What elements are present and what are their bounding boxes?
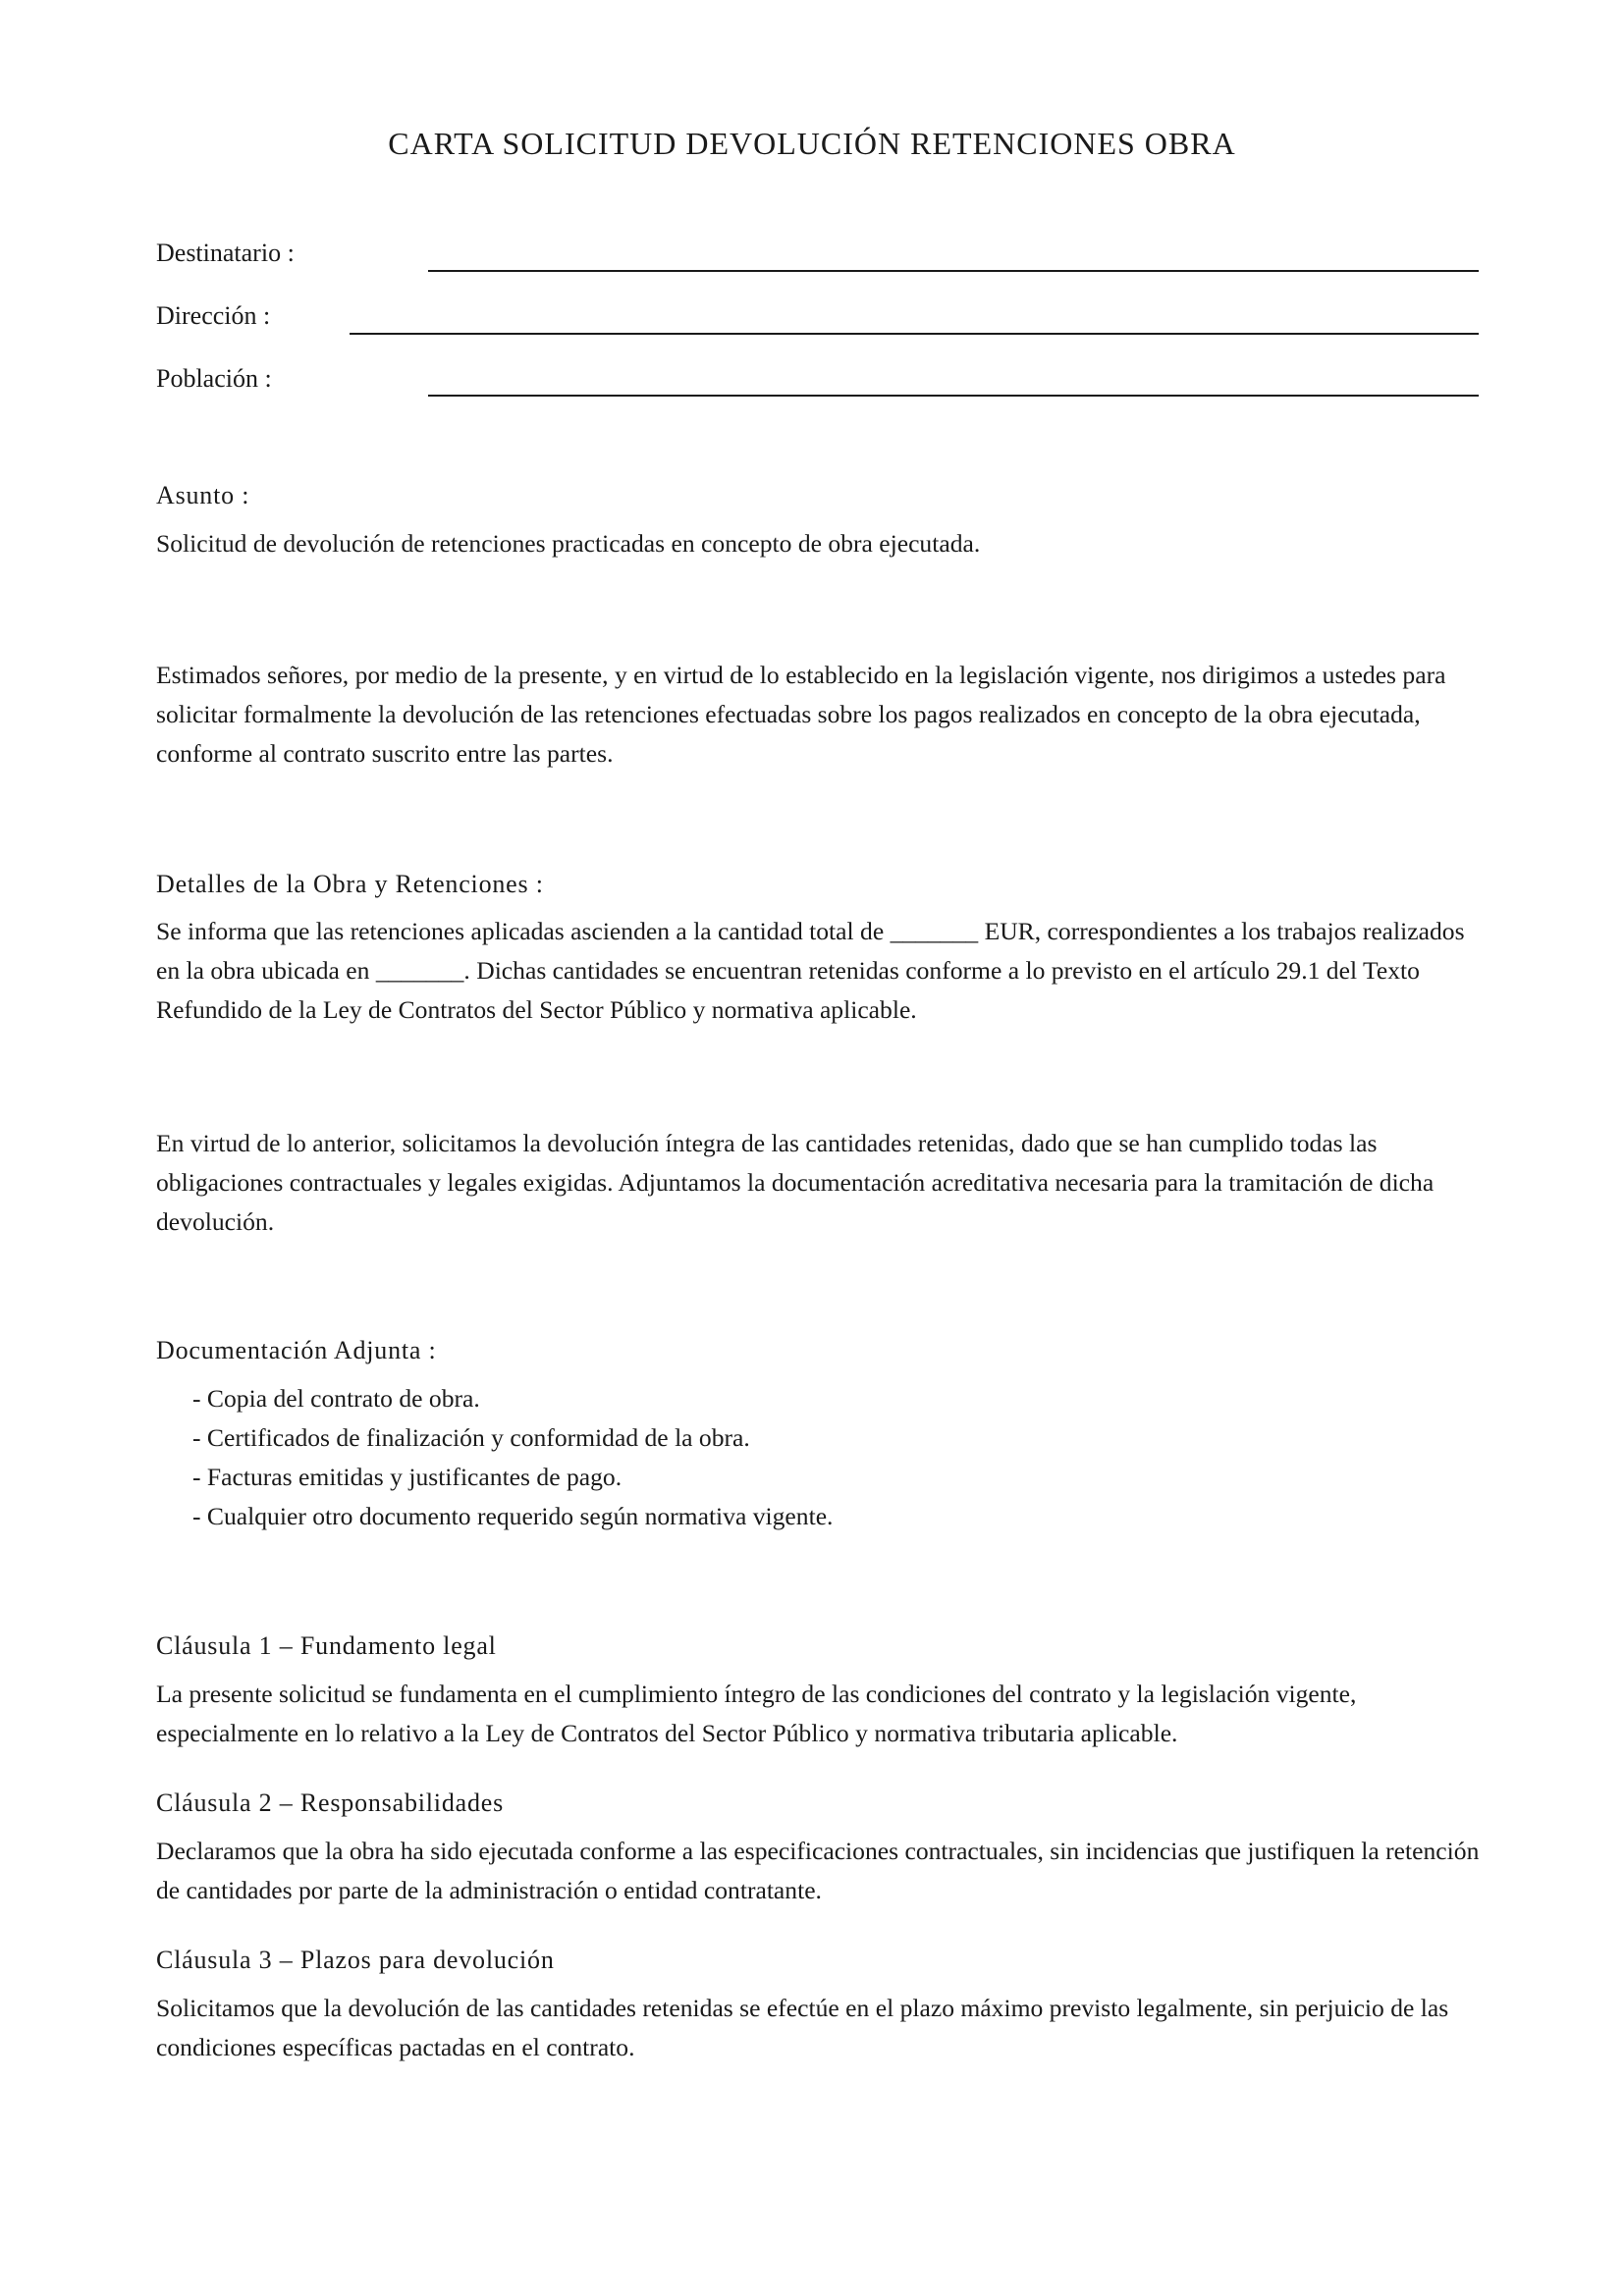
list-item: - Facturas emitidas y justificantes de pago. bbox=[192, 1463, 623, 1491]
asunto-text: Solicitud de devolución de retenciones practicadas en concepto de obra ejecutada. bbox=[156, 529, 981, 558]
field-line-direccion[interactable] bbox=[350, 333, 1479, 335]
field-label-destinatario: Destinatario : bbox=[156, 239, 295, 267]
clausula-3-heading: Cláusula 3 – Plazos para devolución bbox=[156, 1946, 555, 1974]
field-line-destinatario[interactable] bbox=[428, 270, 1479, 272]
intro-paragraph: Estimados señores, por medio de la presente, y en virtud de lo establecido en la legislación vigente, nos dirigimos a ustedes para solicitar formalmente la devolución de las retenciones efectuadas sobre los pagos realizados en concepto de la obra ejecutada, conforme al contrato suscrito entre las partes. bbox=[156, 661, 1446, 768]
asunto-heading: Asunto : bbox=[156, 481, 250, 509]
field-label-poblacion: Población : bbox=[156, 364, 272, 393]
solicitud-paragraph: En virtud de lo anterior, solicitamos la devolución íntegra de las cantidades retenidas, dado que se han cumplido todas las obligaciones contractuales y legales exigidas. Adjuntamos la documentación acreditativa necesaria para la tramitación de dicha devolución. bbox=[156, 1129, 1435, 1236]
list-item: - Certificados de finalización y conformidad de la obra. bbox=[192, 1423, 750, 1452]
detalles-paragraph: Se informa que las retenciones aplicadas ascienden a la cantidad total de _______ EUR, correspondientes a los trabajos realizados en la obra ubicada en _______. Dichas cantidades se encuentran retenidas conforme a lo previsto en el artículo 29.1 del Texto Refundido de la Ley de Contratos del Sector Público y normativa aplicable. bbox=[156, 917, 1465, 1024]
field-line-poblacion[interactable] bbox=[428, 395, 1479, 397]
list-item: - Cualquier otro documento requerido según normativa vigente. bbox=[192, 1502, 834, 1530]
documentacion-list bbox=[192, 1379, 833, 1536]
clausula-2-heading: Cláusula 2 – Responsabilidades bbox=[156, 1789, 505, 1817]
list-item: - Copia del contrato de obra. bbox=[192, 1384, 480, 1413]
detalles-heading: Detalles de la Obra y Retenciones : bbox=[156, 870, 544, 898]
clausula-3-text: Solicitamos que la devolución de las cantidades retenidas se efectúe en el plazo máximo previsto legalmente, sin perjuicio de las condiciones específicas pactadas en el contrato. bbox=[156, 1994, 1449, 2061]
document-title: CARTA SOLICITUD DEVOLUCIÓN RETENCIONES OBRA bbox=[388, 126, 1236, 161]
clausula-1-text: La presente solicitud se fundamenta en el cumplimiento íntegro de las condiciones del contrato y la legislación vigente, especialmente en lo relativo a la Ley de Contratos del Sector Público y normativa tributaria aplicable. bbox=[156, 1680, 1357, 1747]
clausula-2-text: Declaramos que la obra ha sido ejecutada conforme a las especificaciones contractuales, sin incidencias que justifiquen la retención de cantidades por parte de la administración o entidad contratante. bbox=[156, 1837, 1480, 1904]
clausula-1-heading: Cláusula 1 – Fundamento legal bbox=[156, 1631, 497, 1660]
documentacion-heading: Documentación Adjunta : bbox=[156, 1336, 437, 1364]
field-label-direccion: Dirección : bbox=[156, 301, 271, 330]
